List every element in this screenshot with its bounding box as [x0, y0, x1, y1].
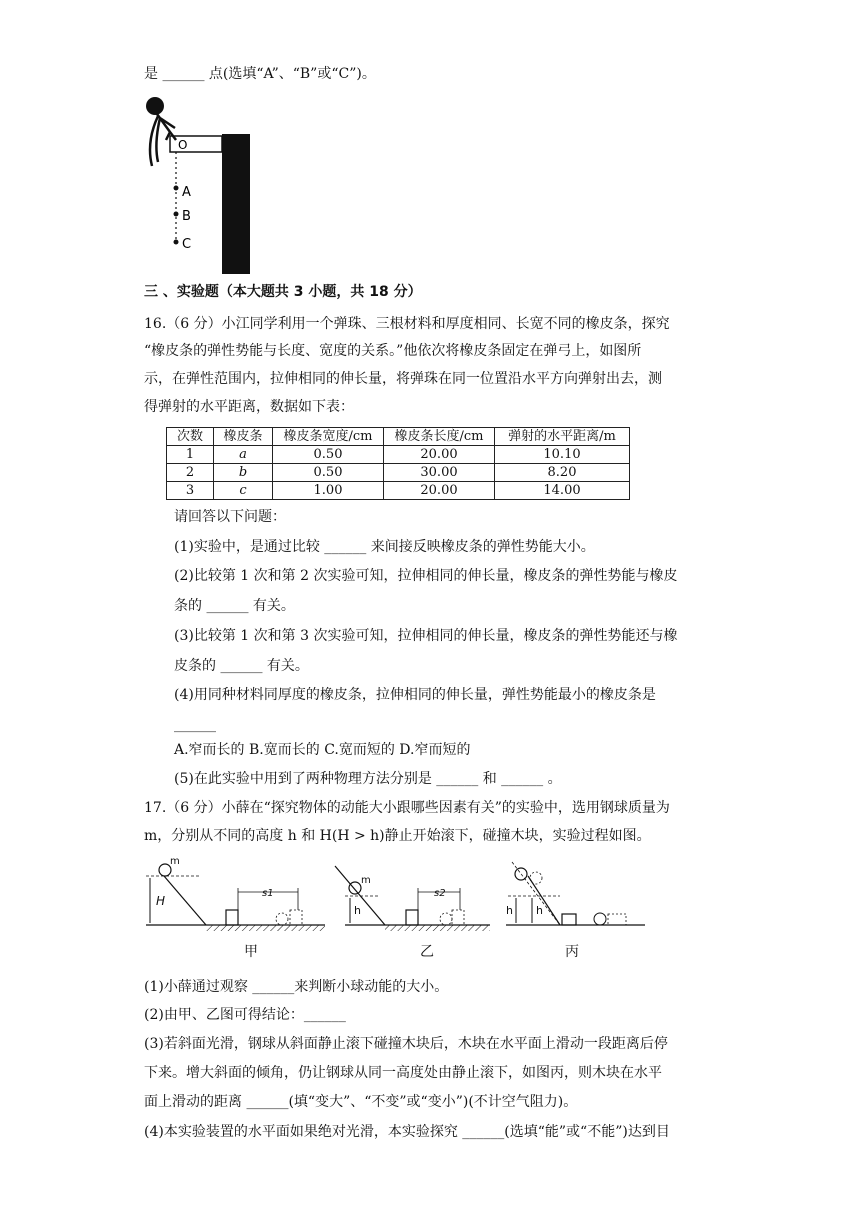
svg-text:丙: 丙	[565, 944, 579, 960]
table-cell: b	[214, 464, 273, 482]
svg-text:m: m	[170, 856, 180, 867]
q17-intro-line-2: m，分别从不同的高度 h 和 H(H > h)静止开始滚下，碰撞木块，实验过程如图。	[144, 828, 651, 844]
table-header: 弹射的水平距离/m	[495, 428, 630, 446]
bungee-figure	[140, 92, 260, 276]
q16-part-5: (5)在此实验中用到了两种物理方法分别是 ______ 和 ______ 。	[174, 771, 562, 787]
svg-text:甲: 甲	[244, 944, 258, 960]
q17-intro-line-1: 17.（6 分）小薛在“探究物体的动能大小跟哪些因素有关”的实验中，选用钢球质量为	[144, 800, 670, 816]
label-c: C	[182, 237, 192, 252]
table-header: 橡皮条	[214, 428, 273, 446]
table-header: 橡皮条长度/cm	[384, 428, 495, 446]
q17-part-4: (4)本实验装置的水平面如果绝对光滑，本实验探究 ______(选填“能”或“不能”)达到目	[144, 1124, 670, 1140]
svg-text:h: h	[354, 904, 361, 917]
q16-part-3a: (3)比较第 1 次和第 3 次实验可知，拉伸相同的伸长量，橡皮条的弹性势能还与橡	[174, 628, 678, 644]
q16-data-table	[166, 427, 630, 500]
section-heading: 三 、实验题（本大题共 3 小题，共 18 分）	[144, 284, 422, 300]
table-cell: 0.50	[273, 446, 384, 464]
q17-part-2: (2)由甲、乙图可得结论：______	[144, 1007, 346, 1023]
table-cell: a	[214, 446, 273, 464]
label-a: A	[182, 185, 191, 200]
q16-part-1: (1)实验中，是通过比较 ______ 来间接反映橡皮条的弹性势能大小。	[174, 539, 595, 555]
table-cell: 20.00	[384, 446, 495, 464]
q16-part-4a: (4)用同种材料同厚度的橡皮条，拉伸相同的伸长量，弹性势能最小的橡皮条是	[174, 687, 656, 703]
table-header: 橡皮条宽度/cm	[273, 428, 384, 446]
q16-intro-line-4: 得弹射的水平距离，数据如下表：	[144, 399, 354, 415]
table-row	[167, 464, 630, 482]
q17-part-3b: 下来。增大斜面的倾角，仍让钢球从同一高度处由静止滚下，如图丙，则木块在水平	[144, 1065, 662, 1081]
svg-text:h: h	[506, 904, 513, 917]
svg-text:乙: 乙	[420, 944, 434, 960]
table-header: 次数	[167, 428, 214, 446]
table-cell: 30.00	[384, 464, 495, 482]
q16-intro-line-1: 16.（6 分）小江同学利用一个弹珠、三根材料和厚度相同、长宽不同的橡皮条，探究	[144, 316, 670, 332]
q15-tail-line: 是 ______ 点(选填“A”、“B”或“C”)。	[144, 66, 376, 82]
svg-text:s1: s1	[262, 888, 274, 899]
table-cell: 1.00	[273, 482, 384, 500]
table-cell: 1	[167, 446, 214, 464]
q17-part-1: (1)小薛通过观察 ______来判断小球动能的大小。	[144, 979, 449, 995]
q16-intro-line-3: 示，在弹性范围内，拉伸相同的伸长量，将弹珠在同一位置沿水平方向弹射出去，测	[144, 371, 662, 387]
q17-figure	[140, 856, 660, 966]
label-o: O	[178, 138, 188, 152]
svg-text:s2: s2	[434, 888, 446, 899]
q16-intro-line-2: “橡皮条的弹性势能与长度、宽度的关系。”他依次将橡皮条固定在弹弓上，如图所	[144, 343, 642, 359]
svg-text:h: h	[536, 904, 543, 917]
q16-part-2b: 条的 ______ 有关。	[174, 598, 295, 614]
table-cell: 3	[167, 482, 214, 500]
tower	[222, 134, 250, 274]
table-cell: 20.00	[384, 482, 495, 500]
q17-part-3a: (3)若斜面光滑，钢球从斜面静止滚下碰撞木块后，木块在水平面上滑动一段距离后停	[144, 1036, 668, 1052]
label-b: B	[182, 209, 191, 224]
q17-part-3c: 面上滑动的距离 ______(填“变大”、“不变”或“变小”)(不计空气阻力)。	[144, 1094, 578, 1110]
q16-part-4-options: A.窄而长的 B.宽而长的 C.宽而短的 D.窄而短的	[174, 742, 471, 758]
table-row	[167, 482, 630, 500]
svg-text:m: m	[361, 875, 371, 886]
table-header-row	[167, 428, 630, 446]
q16-part-4b: ______	[174, 717, 216, 733]
table-cell: 8.20	[495, 464, 630, 482]
table-cell: 0.50	[273, 464, 384, 482]
svg-text:H: H	[156, 894, 166, 908]
q16-part-3b: 皮条的 ______ 有关。	[174, 658, 309, 674]
table-row	[167, 446, 630, 464]
table-cell: 10.10	[495, 446, 630, 464]
table-cell: 14.00	[495, 482, 630, 500]
q16-part-2a: (2)比较第 1 次和第 2 次实验可知，拉伸相同的伸长量，橡皮条的弹性势能与橡皮	[174, 568, 678, 584]
table-cell: c	[214, 482, 273, 500]
q16-prompt: 请回答以下问题：	[174, 509, 286, 525]
table-cell: 2	[167, 464, 214, 482]
jumper-head	[146, 97, 164, 115]
